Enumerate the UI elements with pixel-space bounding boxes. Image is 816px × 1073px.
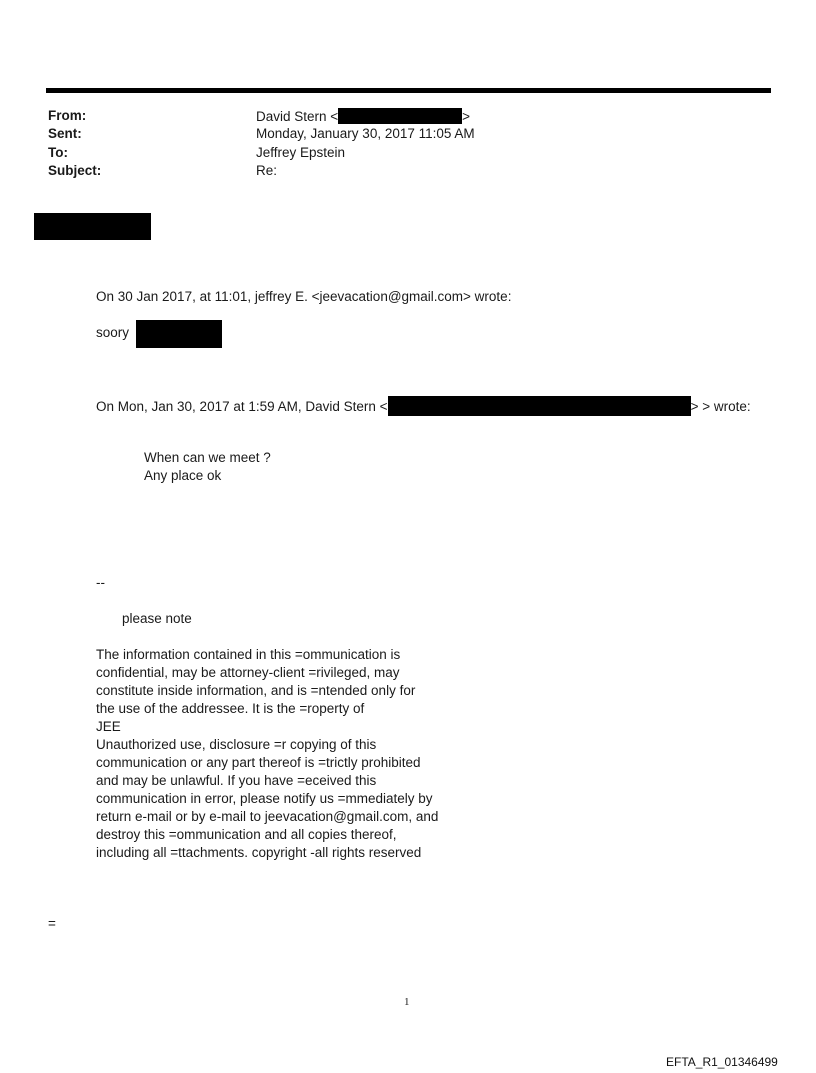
redaction-box bbox=[34, 213, 151, 240]
please-note: please note bbox=[122, 611, 192, 626]
disclaimer-line: constitute inside information, and is =ntended only for bbox=[96, 683, 416, 698]
disclaimer-line: The information contained in this =ommunication is bbox=[96, 647, 401, 662]
disclaimer-line: confidential, may be attorney-client =rivileged, may bbox=[96, 665, 400, 680]
disclaimer-line: and may be unlawful. If you have =eceived this bbox=[96, 773, 377, 788]
from-value bbox=[256, 108, 470, 124]
disclaimer-line: JEE bbox=[96, 719, 121, 734]
disclaimer bbox=[96, 646, 438, 862]
to-label: To: bbox=[48, 145, 68, 160]
sent-value: Monday, January 30, 2017 11:05 AM bbox=[256, 126, 475, 141]
signature-dashes: -- bbox=[96, 575, 105, 590]
equals-mark: = bbox=[48, 916, 56, 931]
redaction-box bbox=[136, 320, 222, 348]
to-value: Jeffrey Epstein bbox=[256, 145, 346, 160]
disclaimer-line: destroy this =ommunication and all copies thereof, bbox=[96, 827, 397, 842]
disclaimer-line: return e-mail or by e-mail to jeevacation@gmail.com, and bbox=[96, 809, 439, 824]
quote2-header-start: On Mon, Jan 30, 2017 at 1:59 AM, David Stern < bbox=[96, 399, 388, 414]
disclaimer-line: communication in error, please notify us =mmediately by bbox=[96, 791, 433, 806]
disclaimer-line: the use of the addressee. It is the =roperty of bbox=[96, 701, 365, 716]
from-label: From: bbox=[48, 108, 87, 123]
quote2-line2: Any place ok bbox=[144, 468, 222, 483]
subject-label: Subject: bbox=[48, 163, 102, 178]
redaction-box bbox=[338, 108, 462, 124]
header-rule bbox=[46, 88, 771, 93]
subject-value: Re: bbox=[256, 163, 278, 178]
sent-label: Sent: bbox=[48, 126, 82, 141]
redaction-box bbox=[388, 396, 691, 416]
from-email-close: > bbox=[462, 109, 471, 124]
from-name: David Stern < bbox=[256, 109, 339, 124]
disclaimer-line: Unauthorized use, disclosure =r copying of this bbox=[96, 737, 377, 752]
quote2-line1: When can we meet ? bbox=[144, 450, 271, 465]
bates-number: EFTA_R1_01346499 bbox=[666, 1055, 778, 1069]
disclaimer-line: communication or any part thereof is =trictly prohibited bbox=[96, 755, 421, 770]
quote2-header-end: > > wrote: bbox=[690, 399, 751, 414]
page-number: 1 bbox=[404, 996, 410, 1008]
reply-text: soory bbox=[96, 325, 130, 340]
quote2-header bbox=[96, 396, 751, 416]
disclaimer-line: including all =ttachments. copyright -all rights reserved bbox=[96, 845, 422, 860]
quote1-header: On 30 Jan 2017, at 11:01, jeffrey E. <jeevacation@gmail.com> wrote: bbox=[96, 289, 512, 304]
